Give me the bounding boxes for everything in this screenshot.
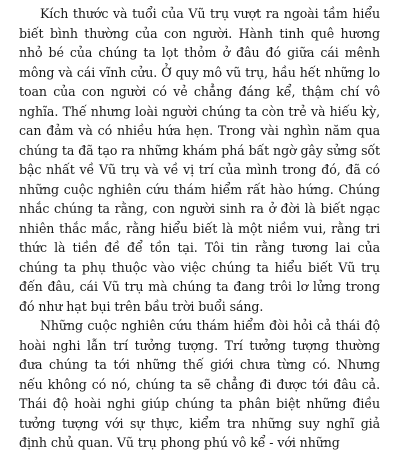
paragraph-1: Kích thước và tuổi của Vũ trụ vượt ra ngoài tầm hiểu biết bình thường của con người. Hành tinh quê hương nhỏ bé của chúng ta lọt thỏm ở đâu đó giữa cái mênh mông và cái vĩnh cửu. Ở quy mô vũ trụ, hầu hết những lo toan của con người có vẻ chẳng đáng kể, thậm chí vô nghĩa. Thế nhưng loài người chúng ta còn trẻ và hiếu kỳ, can đảm và có nhiều hứa hẹn. Trong vài nghìn năm qua chúng ta đã tạo ra những khám phá bất ngờ gây sửng sốt bậc nhất về Vũ trụ và về vị trí của mình trong đó, đã có những cuộc nghiên cứu thám hiểm rất hào hứng. Chúng nhắc chúng ta rằng, con người sinh ra ở đời là biết ngạc nhiên thắc mắc, rằng hiểu biết là một niềm vui, rằng tri thức là tiền đề để tồn tại. Tôi tin rằng tương lai của chúng ta phụ thuộc vào việc chúng ta hiểu biết Vũ trụ đến đâu, cái Vũ trụ mà chúng ta đang trôi lơ lửng trong đó như hạt bụi trên bầu trời buổi sáng. — [19, 6, 380, 314]
paragraph-2: Những cuộc nghiên cứu thám hiểm đòi hỏi cả thái độ hoài nghi lẫn trí tưởng tượng. Trí tưởng tượng thường đưa chúng ta tới những thế giới chưa từng có. Nhưng nếu không có nó, chúng ta sẽ chẳng đi được tới đâu cả. Thái độ hoài nghi giúp chúng ta phân biệt những điều tưởng tượng với sự thực, kiểm tra những suy nghĩ giả định chủ quan. Vũ trụ phong phú vô kể - với những — [19, 318, 380, 450]
body-text — [19, 4, 380, 453]
